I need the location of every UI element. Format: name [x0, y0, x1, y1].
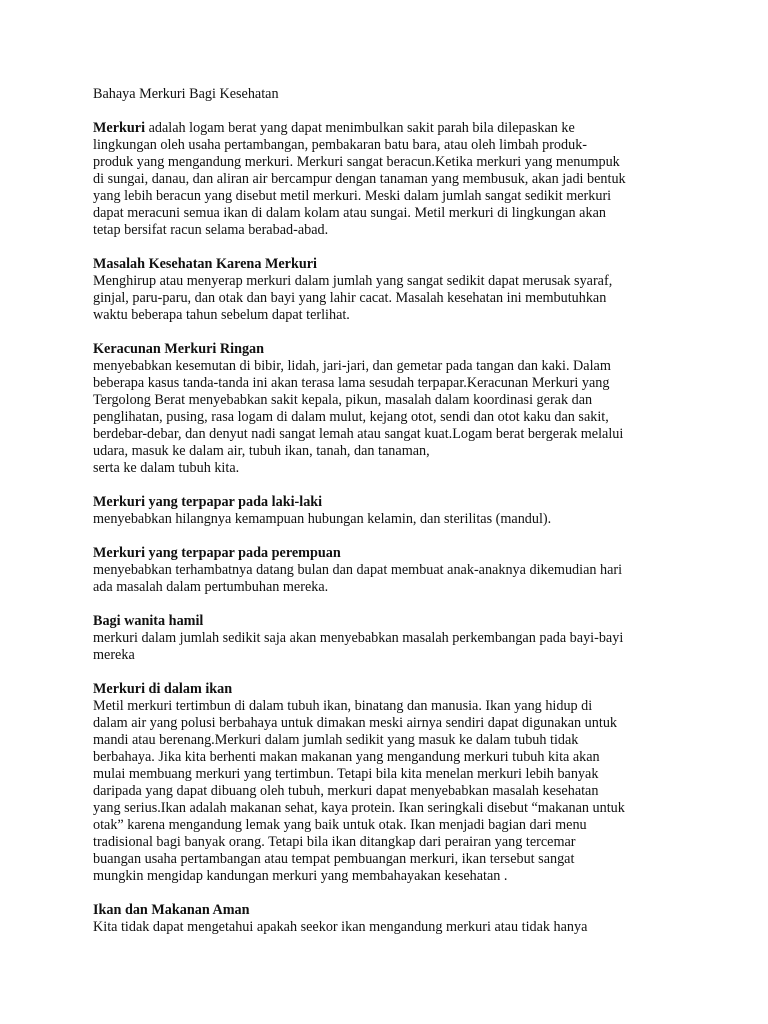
intro-line: dapat meracuni semua ikan di dalam kolam atau sungai. Metil merkuri di lingkungan akan — [93, 205, 606, 221]
intro-line: produk yang mengandung merkuri. Merkuri sangat beracun.Ketika merkuri yang menumpuk — [93, 154, 620, 170]
document-section — [93, 902, 688, 936]
section-line: berbahaya. Jika kita berhenti makan makanan yang mengandung merkuri tubuh kita akan — [93, 749, 600, 765]
section-line: mungkin mengidap kandungan merkuri yang membahayakan kesehatan . — [93, 868, 508, 884]
section-line: daripada yang dapat dibuang oleh tubuh, merkuri dapat menyebabkan masalah kesehatan — [93, 783, 599, 799]
section-line: penglihatan, pusing, rasa logam di dalam mulut, kejang otot, sendi dan otot kaku dan sakit, — [93, 409, 609, 425]
document-section — [93, 681, 688, 885]
section-line: Metil merkuri tertimbun di dalam tubuh ikan, binatang dan manusia. Ikan yang hidup di — [93, 698, 593, 714]
intro-line-text: adalah logam berat yang dapat menimbulkan sakit parah bila dilepaskan ke — [145, 120, 575, 136]
intro-line: yang lebih beracun yang disebut metil merkuri. Meski dalam jumlah sangat sedikit merkuri — [93, 188, 612, 204]
section-line: buangan usaha pertambangan atau tempat pembuangan merkuri, ikan tersebut sangat — [93, 851, 575, 867]
section-line: waktu beberapa tahun sebelum dapat terlihat. — [93, 307, 350, 323]
intro-line: lingkungan oleh usaha pertambangan, pembakaran batu bara, atau oleh limbah produk- — [93, 137, 588, 153]
section-heading: Masalah Kesehatan Karena Merkuri — [93, 256, 317, 272]
section-heading: Ikan dan Makanan Aman — [93, 902, 250, 918]
section-heading: Bagi wanita hamil — [93, 613, 204, 629]
section-line: ginjal, paru-paru, dan otak dan bayi yang lahir cacat. Masalah kesehatan ini membutuhkan — [93, 290, 607, 306]
section-line: Tergolong Berat menyebabkan sakit kepala, pikun, masalah dalam koordinasi gerak dan — [93, 392, 593, 408]
document-section — [93, 613, 688, 664]
section-line: mulai membuang merkuri yang tertimbun. Tetapi bila kita menelan merkuri lebih banyak — [93, 766, 599, 782]
section-heading: Keracunan Merkuri Ringan — [93, 341, 265, 357]
section-line: berdebar-debar, dan denyut nadi sangat lemah atau sangat kuat.Logam berat bergerak melalui — [93, 426, 624, 442]
section-line: tradisional bagi banyak orang. Tetapi bila ikan ditangkap dari perairan yang tercemar — [93, 834, 576, 850]
intro-line — [93, 120, 688, 137]
section-line: Menghirup atau menyerap merkuri dalam jumlah yang sangat sedikit dapat merusak syaraf, — [93, 273, 613, 289]
intro-paragraph — [93, 120, 688, 239]
document-section — [93, 341, 688, 477]
section-line: Kita tidak dapat mengetahui apakah seekor ikan mengandung merkuri atau tidak hanya — [93, 919, 588, 935]
section-line: serta ke dalam tubuh kita. — [93, 460, 240, 476]
section-line: mereka — [93, 647, 135, 663]
section-line: ada masalah dalam pertumbuhan mereka. — [93, 579, 329, 595]
section-heading: Merkuri yang terpapar pada laki-laki — [93, 494, 323, 510]
intro-lead-term: Merkuri — [93, 120, 146, 136]
section-line: beberapa kasus tanda-tanda ini akan terasa lama sesudah terpapar.Keracunan Merkuri yang — [93, 375, 610, 391]
section-line: yang serius.Ikan adalah makanan sehat, kaya protein. Ikan seringkali disebut “makanan untuk — [93, 800, 625, 816]
section-line: menyebabkan hilangnya kemampuan hubungan kelamin, dan sterilitas (mandul). — [93, 511, 552, 527]
section-line: otak” karena mengandung lemak yang baik untuk otak. Ikan menjadi bagian dari menu — [93, 817, 587, 833]
document-section — [93, 494, 688, 528]
section-line: merkuri dalam jumlah sedikit saja akan menyebabkan masalah perkembangan pada bayi-bayi — [93, 630, 624, 646]
section-line: udara, masuk ke dalam air, tubuh ikan, tanah, dan tanaman, — [93, 443, 430, 459]
document-sections — [93, 256, 688, 936]
section-line: menyebabkan terhambatnya datang bulan dan dapat membuat anak-anaknya dikemudian hari — [93, 562, 623, 578]
section-heading: Merkuri yang terpapar pada perempuan — [93, 545, 341, 561]
document-section — [93, 545, 688, 596]
section-line: menyebabkan kesemutan di bibir, lidah, jari-jari, dan gemetar pada tangan dan kaki. Dalam — [93, 358, 611, 374]
intro-line: di sungai, danau, dan aliran air bercampur dengan tanaman yang membusuk, akan jadi bentuk — [93, 171, 626, 187]
document-section — [93, 256, 688, 324]
section-line: dalam air yang polusi berbahaya untuk dimakan meski airnya sendiri dapat digunakan untuk — [93, 715, 618, 731]
section-line: mandi atau berenang.Merkuri dalam jumlah sedikit yang masuk ke dalam tubuh tidak — [93, 732, 579, 748]
document-title: Bahaya Merkuri Bagi Kesehatan — [93, 86, 279, 102]
intro-line: tetap bersifat racun selama berabad-abad. — [93, 222, 329, 238]
section-heading: Merkuri di dalam ikan — [93, 681, 233, 697]
